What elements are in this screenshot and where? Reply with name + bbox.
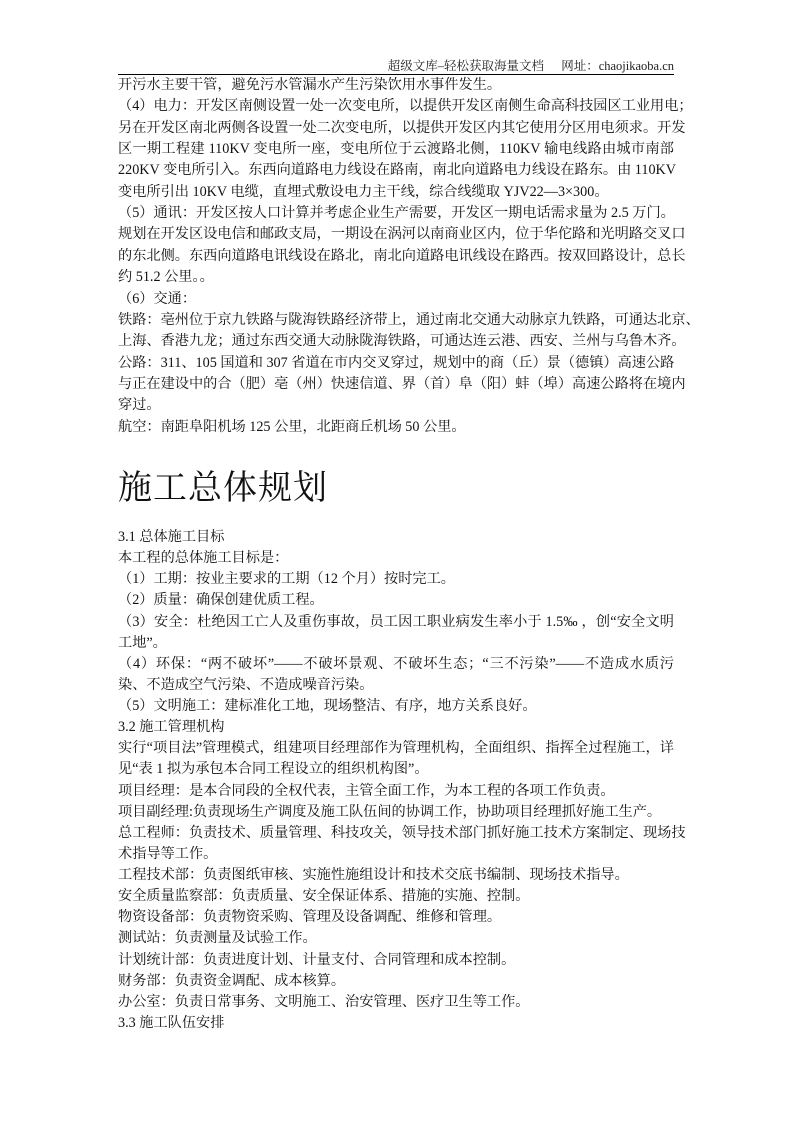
text-line: 工程技术部：负责图纸审核、实施性施组设计和技术交底书编制、现场技术指导。 (118, 867, 629, 884)
header-site-name: 超级文库–轻松获取海量文档 (387, 59, 545, 73)
section-heading: 施工总体规划 (118, 470, 328, 507)
text-line: 航空：南距阜阳机场 125 公里，北距商丘机场 50 公里。 (118, 418, 466, 435)
text-line: 实行“项目法”管理模式，组建项目经理部作为管理机构，全面组织、指挥全过程施工，详 (118, 740, 674, 757)
text-line: 本工程的总体施工目标是： (118, 550, 289, 567)
text-line: 公路：311、105 国道和 307 省道在市内交叉穿过，规划中的商（丘）景（德镇）高速公路 (118, 354, 675, 371)
header-divider (118, 74, 674, 75)
page-header (118, 56, 674, 74)
text-line: （5）通讯：开发区按人口计算并考虑企业生产需要，开发区一期电话需求量为 2.5 万门。 (118, 205, 675, 222)
text-line: 测试站：负责测量及试验工作。 (118, 930, 317, 947)
text-line: 的东北侧。东西向道路电讯线设在路北，南北向道路电讯线设在路西。按双回路设计，总长 (118, 247, 686, 264)
text-line: 染、不造成空气污染、不造成噪音污染。 (118, 676, 374, 693)
text-line: （3）安全：杜绝因工亡人及重伤事故，员工因工职业病发生率小于 1.5‰ ，创“安全文明 (118, 613, 674, 630)
text-line: 与正在建设中的合（肥）亳（州）快速信道、界（首）阜（阳）蚌（埠）高速公路将在境内 (118, 375, 686, 392)
text-line: 另在开发区南北两侧各设置一处二次变电所，以提供开发区内其它使用分区用电须求。开发 (118, 119, 686, 136)
text-line: 安全质量监察部：负责质量、安全保证体系、措施的实施、控制。 (118, 888, 530, 905)
text-line: 3.3 施工队伍安排 (118, 1014, 225, 1031)
header-url: 网址：chaojikaoba.cn (561, 59, 674, 73)
text-line: 区一期工程建 110KV 变电所一座，变电所位于云渡路北侧，110KV 输电线路由城市南部 (118, 141, 674, 158)
text-line: 铁路：亳州位于京九铁路与陇海铁路经济带上，通过南北交通大动脉京九铁路，可通达北京、 (118, 311, 700, 328)
text-line: 财务部：负责资金调配、成本核算。 (118, 972, 346, 989)
text-line: （2）质量：确保创建优质工程。 (118, 592, 324, 609)
text-line: 工地”。 (118, 634, 167, 651)
text-line: 变电所引出 10KV 电缆，直埋式敷设电力主干线，综合线缆取 YJV22—3×300。 (118, 183, 609, 200)
text-line: 220KV 变电所引入。东西向道路电力线设在路南，南北向道路电力线设在路东。由 110KV (118, 162, 677, 179)
text-line: （4）电力：开发区南侧设置一处一次变电所，以提供开发区南侧生命高科技园区工业用电； (118, 98, 693, 115)
text-line: 约 51.2 公里。。 (118, 269, 214, 286)
text-line: （1）工期：按业主要求的工期（12 个月）按时完工。 (118, 571, 455, 588)
text-line: 术指导等工作。 (118, 845, 218, 862)
text-line: 项目副经理:负责现场生产调度及施工队伍间的协调工作，协助项目经理抓好施工生产。 (118, 803, 662, 820)
text-line: （6）交通： (118, 290, 197, 307)
text-line: 穿过。 (118, 397, 161, 414)
text-line: 开污水主要干管，避免污水管漏水产生污染饮用水事件发生。 (118, 77, 502, 93)
text-line: 规划在开发区设电信和邮政支局，一期设在涡河以南商业区内，位于华佗路和光明路交叉口 (118, 226, 686, 243)
text-line: 项目经理：是本合同段的全权代表，主管全面工作，为本工程的各项工作负责。 (118, 782, 615, 799)
text-line: 3.1 总体施工目标 (118, 529, 225, 545)
text-line: 办公室：负责日常事务、文明施工、治安管理、医疗卫生等工作。 (118, 993, 530, 1010)
text-line: （4）环保：“两不破坏”——不破坏景观、不破坏生态；“三不污染”——不造成水质污 (118, 655, 674, 672)
text-line: 总工程师：负责技术、质量管理、科技攻关，领导技术部门抓好施工技术方案制定、现场技 (118, 824, 686, 841)
text-line: （5）文明施工：建标准化工地，现场整洁、有序，地方关系良好。 (118, 698, 537, 715)
text-line: 上海、香港九龙；通过东西交通大动脉陇海铁路，可通达连云港、西安、兰州与乌鲁木齐。 (118, 333, 686, 350)
text-line: 物资设备部：负责物资采购、管理及设备调配、维修和管理。 (118, 909, 502, 926)
text-line: 见“表 1 拟为承包本合同工程设立的组织机构图”。 (118, 761, 429, 778)
text-line: 计划统计部：负责进度计划、计量支付、合同管理和成本控制。 (118, 951, 516, 968)
text-line: 3.2 施工管理机构 (118, 719, 225, 736)
